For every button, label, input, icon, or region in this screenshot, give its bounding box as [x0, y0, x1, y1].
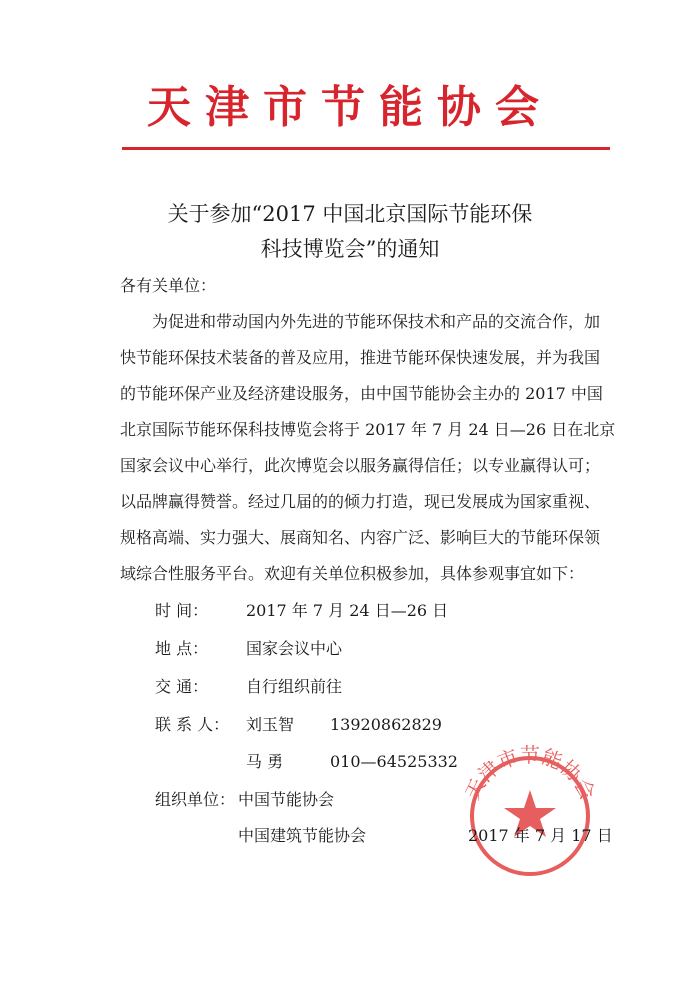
organizer-label: 组织单位：: [155, 790, 236, 809]
paragraph-line: 域综合性服务平台。欢迎有关单位积极参加，具体参观事宜如下：: [120, 564, 585, 583]
signature-date: 2017 年 7 月 17 日: [468, 826, 613, 845]
organizer-name: 中国节能协会: [238, 790, 335, 809]
time-value: 2017 年 7 月 24 日—26 日: [246, 601, 449, 620]
paragraph-line: 国家会议中心举行，此次博览会以服务赢得信任；以专业赢得认可；: [120, 456, 601, 475]
contact-name: 马 勇: [246, 752, 284, 771]
place-label: 地 点：: [155, 639, 209, 658]
official-seal: [452, 738, 608, 878]
notice-title-line-2: 科技博览会”的通知: [260, 237, 440, 261]
letterhead-title: 天津市节能协会: [147, 82, 553, 133]
contact-label: 联 系 人：: [155, 715, 230, 734]
paragraph-line: 为促进和带动国内外先进的节能环保技术和产品的交流合作，加: [152, 312, 601, 331]
transport-label: 交 通：: [155, 677, 209, 696]
transport-value: 自行组织前往: [246, 677, 343, 696]
contact-phone: 010—64525332: [330, 752, 458, 771]
paragraph-line: 快节能环保技术装备的普及应用，推进节能环保快速发展，并为我国: [120, 348, 601, 367]
letterhead-divider: [122, 147, 610, 150]
contact-name: 刘玉智: [246, 715, 295, 734]
paragraph-line: 规格高端、实力强大、展商知名、内容广泛、影响巨大的节能环保领: [120, 528, 601, 547]
place-value: 国家会议中心: [246, 639, 343, 658]
paragraph-line: 以品牌赢得赞誉。经过几届的的倾力打造，现已发展成为国家重视、: [120, 492, 601, 511]
notice-title-line-1: 关于参加“2017 中国北京国际节能环保: [167, 202, 533, 226]
contact-phone: 13920862829: [330, 715, 442, 734]
paragraph-line: 的节能环保产业及经济建设服务，由中国节能协会主办的 2017 中国: [120, 384, 603, 403]
organizer-name: 中国建筑节能协会: [238, 826, 367, 845]
paragraph-line: 北京国际节能环保科技博览会将于 2017 年 7 月 24 日—26 日在北京: [120, 420, 616, 439]
salutation: 各有关单位：: [120, 276, 217, 295]
seal-text: 天津市节能协会: [460, 743, 600, 804]
time-label: 时 间：: [155, 601, 209, 620]
